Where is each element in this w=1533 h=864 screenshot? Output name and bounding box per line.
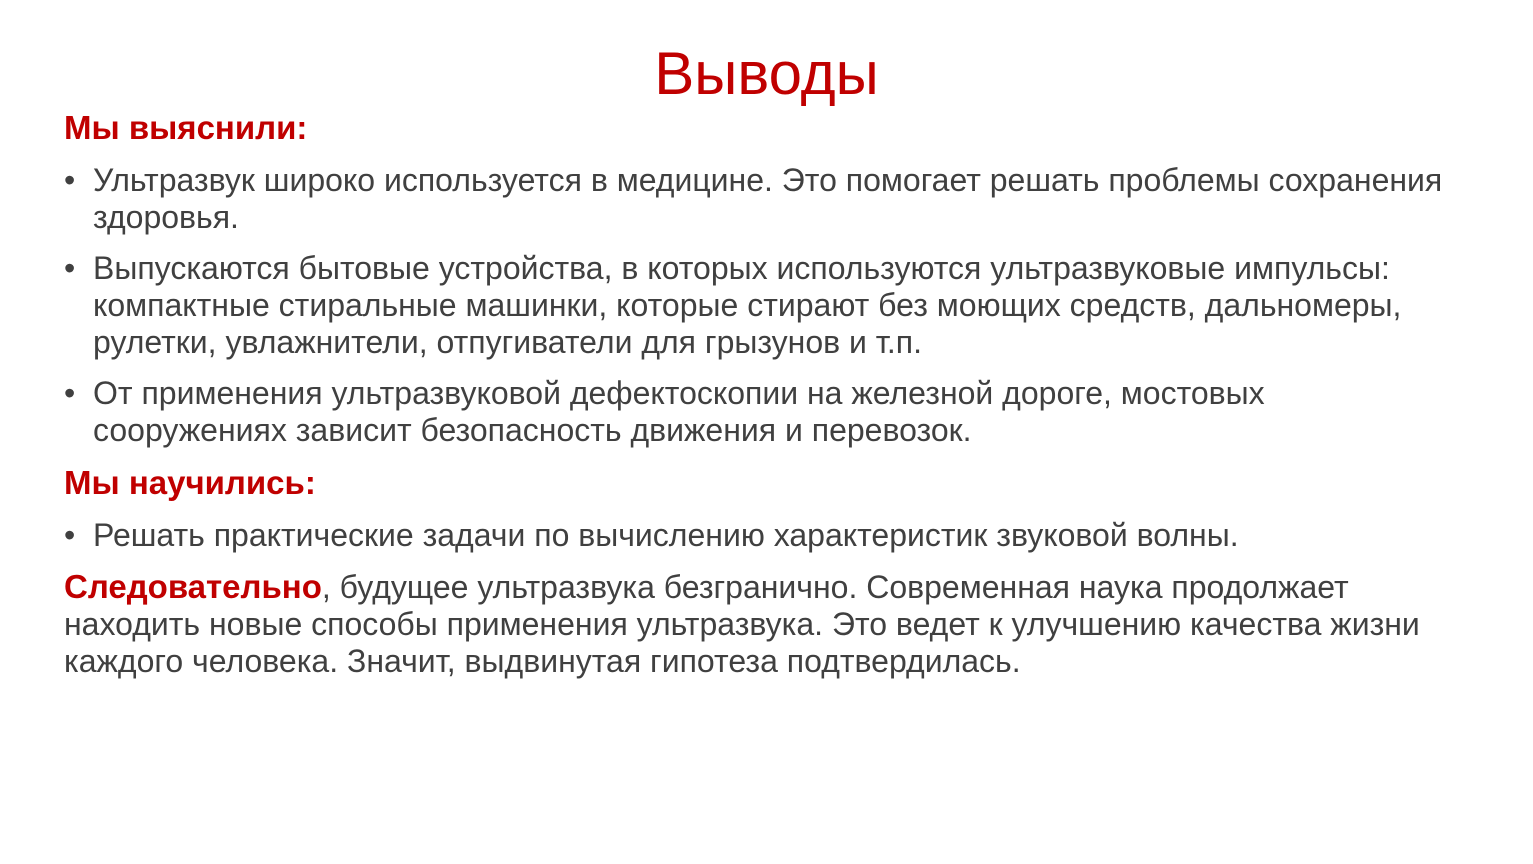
slide-title: Выводы <box>654 40 879 107</box>
list-item-text: Ультразвук широко используется в медицине. Это помогает решать проблемы сохранения здоровья. <box>93 162 1443 235</box>
bullet-icon: • <box>64 375 76 411</box>
list-item <box>64 250 1464 361</box>
conclusion-text: , будущее ультразвука безгранично. Современная наука продолжает находить новые способы применения ультразвука. Это ведет к улучшению качества жизни каждого человека. Значит, выдвинутая гипотеза подтвердилась. <box>64 569 1420 679</box>
bullet-icon: • <box>64 517 76 553</box>
conclusion-paragraph <box>64 568 1464 680</box>
skills-list <box>64 517 1464 554</box>
list-item <box>64 517 1464 554</box>
bullet-icon: • <box>64 250 76 286</box>
learned-list <box>64 162 1464 449</box>
slide-content <box>64 108 1464 680</box>
bullet-icon: • <box>64 162 76 198</box>
list-item <box>64 162 1464 236</box>
heading-skills: Мы научились: <box>64 464 316 501</box>
conclusion-accent: Следовательно <box>64 568 322 605</box>
heading-learned: Мы выяснили: <box>64 109 308 146</box>
list-item-text: Выпускаются бытовые устройства, в которых используются ультразвуковые импульсы: компактные стиральные машинки, которые стирают без моющих средств, дальномеры, рулетки, увлажнители, отпугиватели для грызунов и т.п. <box>93 250 1402 360</box>
list-item-text: От применения ультразвуковой дефектоскопии на железной дороге, мостовых сооружениях зависит безопасность движения и перевозок. <box>93 375 1265 448</box>
list-item-text: Решать практические задачи по вычислению характеристик звуковой волны. <box>93 517 1239 553</box>
list-item <box>64 375 1464 449</box>
